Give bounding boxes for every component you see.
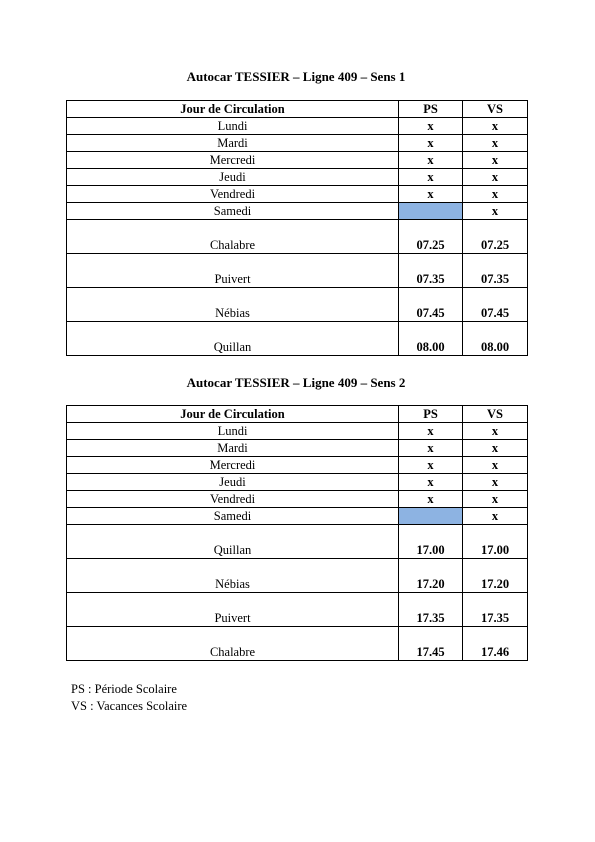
day-name: Vendredi [67,186,399,203]
vs-time: 08.00 [463,322,528,356]
table-row [67,423,528,440]
vs-time: 07.35 [463,254,528,288]
vs-mark: x [463,474,528,491]
day-name: Mercredi [67,457,399,474]
table-row [67,491,528,508]
day-name: Samedi [67,508,399,525]
vs-time: 07.25 [463,220,528,254]
ps-mark: x [399,118,463,135]
ps-time: 17.35 [399,593,463,627]
table-row [67,169,528,186]
ps-mark: x [399,440,463,457]
table-row [67,152,528,169]
timetable-sens-1 [66,100,528,356]
ps-mark: x [399,457,463,474]
day-name: Jeudi [67,474,399,491]
vs-mark: x [463,169,528,186]
ps-mark: x [399,152,463,169]
ps-mark: x [399,423,463,440]
stop-name: Quillan [67,525,399,559]
timetable-sens-2 [66,405,528,661]
ps-mark: x [399,474,463,491]
ps-mark: x [399,169,463,186]
table-row [67,440,528,457]
day-name: Vendredi [67,491,399,508]
vs-mark: x [463,152,528,169]
table-row [67,203,528,220]
header-day: Jour de Circulation [67,101,399,118]
vs-time: 17.35 [463,593,528,627]
vs-time: 07.45 [463,288,528,322]
table-row [67,220,528,254]
ps-mark: x [399,186,463,203]
table-row [67,457,528,474]
stop-name: Nébias [67,559,399,593]
table-header-row [67,101,528,118]
vs-mark: x [463,440,528,457]
day-name: Lundi [67,118,399,135]
table-row [67,508,528,525]
day-name: Mardi [67,135,399,152]
day-name: Mercredi [67,152,399,169]
vs-mark: x [463,508,528,525]
stop-name: Chalabre [67,627,399,661]
vs-mark: x [463,423,528,440]
vs-time: 17.00 [463,525,528,559]
header-vs: VS [463,101,528,118]
vs-time: 17.20 [463,559,528,593]
stop-name: Nébias [67,288,399,322]
table-row [67,254,528,288]
vs-mark: x [463,186,528,203]
table-row [67,525,528,559]
ps-time: 17.45 [399,627,463,661]
table-row [67,474,528,491]
vs-time: 17.46 [463,627,528,661]
ps-time: 07.35 [399,254,463,288]
stop-name: Puivert [67,254,399,288]
table-row [67,135,528,152]
ps-time: 17.20 [399,559,463,593]
day-name: Lundi [67,423,399,440]
ps-time: 08.00 [399,322,463,356]
vs-mark: x [463,118,528,135]
ps-time: 07.45 [399,288,463,322]
ps-time: 17.00 [399,525,463,559]
ps-mark: x [399,135,463,152]
header-ps: PS [399,406,463,423]
section-2-title: Autocar TESSIER – Ligne 409 – Sens 2 [186,375,406,390]
vs-mark: x [463,203,528,220]
stop-name: Puivert [67,593,399,627]
table-header-row [67,406,528,423]
vs-mark: x [463,135,528,152]
stop-name: Chalabre [67,220,399,254]
day-name: Samedi [67,203,399,220]
legend-vs: VS : Vacances Scolaire [71,699,188,713]
header-vs: VS [463,406,528,423]
vs-mark: x [463,491,528,508]
table-row [67,593,528,627]
ps-time: 07.25 [399,220,463,254]
table-row [67,186,528,203]
legend-ps: PS : Période Scolaire [71,682,177,696]
table-row [67,559,528,593]
header-day: Jour de Circulation [67,406,399,423]
section-1-title: Autocar TESSIER – Ligne 409 – Sens 1 [186,69,406,84]
header-ps: PS [399,101,463,118]
table-row [67,288,528,322]
stop-name: Quillan [67,322,399,356]
ps-no-service-cell [399,203,463,220]
vs-mark: x [463,457,528,474]
day-name: Jeudi [67,169,399,186]
table-row [67,627,528,661]
ps-mark: x [399,491,463,508]
ps-no-service-cell [399,508,463,525]
table-row [67,322,528,356]
day-name: Mardi [67,440,399,457]
table-row [67,118,528,135]
